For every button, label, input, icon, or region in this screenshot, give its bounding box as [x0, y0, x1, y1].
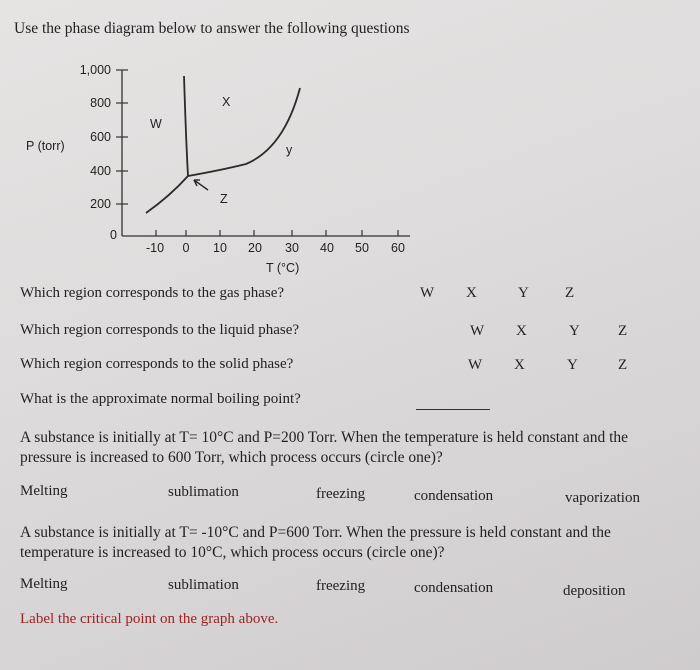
question-boiling-point: What is the approximate normal boiling point?: [20, 391, 301, 407]
solid-liquid-boundary: [184, 76, 188, 176]
problem1-option-sublimation[interactable]: sublimation: [168, 484, 239, 500]
x-tick-30: 30: [285, 241, 299, 255]
question-gas: Which region corresponds to the gas phase?: [20, 285, 285, 301]
question-liquid: Which region corresponds to the liquid phase?: [20, 322, 300, 338]
y-tick-800: 800: [90, 96, 111, 110]
x-axis-label: T (°C): [266, 261, 300, 275]
choice-liquid-x[interactable]: X: [516, 323, 527, 339]
liquid-gas-boundary: [188, 88, 300, 176]
problem2-option-condensation[interactable]: condensation: [414, 580, 494, 596]
problem1-option-condensation[interactable]: condensation: [414, 488, 494, 504]
x-tick-40: 40: [320, 241, 334, 255]
x-tick-10: 10: [213, 241, 227, 255]
choice-solid-z[interactable]: Z: [618, 357, 628, 373]
choice-solid-x[interactable]: X: [514, 357, 525, 373]
x-tick-neg10: -10: [145, 241, 165, 255]
region-label-y: y: [286, 143, 293, 157]
y-tick-200: 200: [90, 197, 111, 211]
region-label-x: X: [222, 95, 231, 109]
y-axis-label: P (torr): [26, 139, 65, 153]
y-tick-400: 400: [90, 164, 111, 178]
x-tick-60: 60: [391, 241, 405, 255]
footer-instruction: Label the critical point on the graph above.: [20, 611, 279, 627]
problem1-option-freezing[interactable]: freezing: [316, 486, 366, 502]
x-tick-0: 0: [182, 241, 190, 255]
x-tick-20: 20: [248, 241, 262, 255]
y-tick-1000: 1,000: [79, 63, 111, 77]
x-tick-50: 50: [355, 241, 369, 255]
choice-liquid-w[interactable]: W: [470, 323, 485, 339]
choice-gas-y[interactable]: Y: [518, 285, 529, 301]
choice-liquid-y[interactable]: Y: [569, 323, 580, 339]
choice-gas-z[interactable]: Z: [565, 285, 575, 301]
boiling-point-answer-line[interactable]: [416, 409, 490, 410]
choice-gas-w[interactable]: W: [420, 285, 435, 301]
problem1-option-melting[interactable]: Melting: [20, 483, 68, 499]
phase-diagram: [0, 0, 700, 280]
problem2-option-freezing[interactable]: freezing: [316, 578, 366, 594]
problem2-option-melting[interactable]: Melting: [20, 576, 68, 592]
question-solid: Which region corresponds to the solid phase?: [20, 356, 294, 372]
problem1-option-vaporization[interactable]: vaporization: [565, 490, 640, 506]
y-tick-600: 600: [90, 130, 111, 144]
y-tick-0: 0: [110, 228, 117, 242]
problem2-option-sublimation[interactable]: sublimation: [168, 577, 239, 593]
region-label-w: W: [150, 117, 162, 131]
choice-liquid-z[interactable]: Z: [618, 323, 628, 339]
problem1-text: A substance is initially at T= 10°C and P=200 Torr. When the temperature is held constant and the pressure is increased to 600 Torr, which process occurs (circle one)?: [20, 429, 629, 466]
choice-gas-x[interactable]: X: [466, 285, 477, 301]
arrow-icon: [194, 180, 208, 190]
choice-solid-w[interactable]: W: [468, 357, 483, 373]
problem2-option-deposition[interactable]: deposition: [563, 583, 626, 599]
region-label-z: Z: [220, 192, 228, 206]
problem2-text: A substance is initially at T= -10°C and P=600 Torr. When the pressure is held constant and the temperature is increased to 10°C, which process occurs (circle one)?: [20, 524, 611, 561]
page-title: Use the phase diagram below to answer the following questions: [14, 20, 410, 37]
choice-solid-y[interactable]: Y: [567, 357, 578, 373]
solid-gas-boundary: [146, 176, 188, 213]
